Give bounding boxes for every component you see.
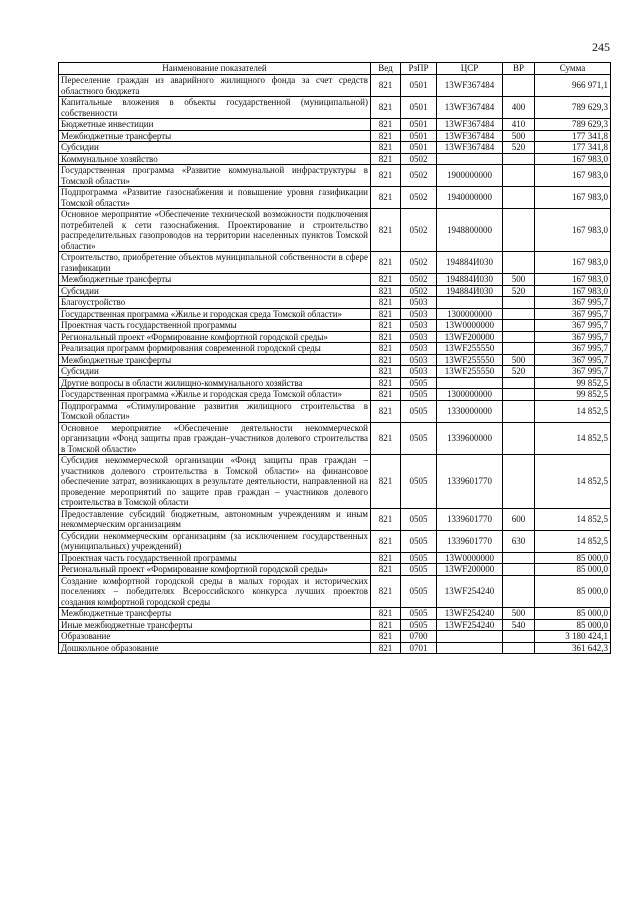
row-rzpr: 0503: [401, 366, 437, 378]
table-row: [59, 455, 611, 509]
row-vr: [503, 187, 535, 209]
row-ved: 821: [371, 97, 401, 119]
row-ved: 821: [371, 530, 401, 552]
row-ved: 821: [371, 285, 401, 297]
row-rzpr: 0505: [401, 608, 437, 620]
row-rzpr: 0505: [401, 400, 437, 422]
row-rzpr: 0502: [401, 165, 437, 187]
row-csr: 1900000000: [437, 165, 503, 187]
header-ved: Вед: [371, 63, 401, 75]
row-sum: 167 983,0: [535, 165, 611, 187]
table-row: [59, 377, 611, 389]
row-rzpr: 0505: [401, 575, 437, 608]
row-name: Субсидии: [59, 285, 371, 297]
row-sum: 14 852,5: [535, 400, 611, 422]
row-vr: 500: [503, 608, 535, 620]
row-rzpr: 0501: [401, 142, 437, 154]
row-csr: 13WF367484: [437, 130, 503, 142]
row-vr: [503, 389, 535, 401]
row-rzpr: 0505: [401, 552, 437, 564]
row-csr: 194884И030: [437, 274, 503, 286]
row-vr: [503, 165, 535, 187]
table-row: [59, 343, 611, 355]
table-row: [59, 354, 611, 366]
row-csr: 1948800000: [437, 209, 503, 252]
row-vr: [503, 331, 535, 343]
row-vr: [503, 297, 535, 309]
row-rzpr: 0501: [401, 75, 437, 97]
row-rzpr: 0502: [401, 187, 437, 209]
row-csr: [437, 631, 503, 643]
row-sum: 177 341,8: [535, 142, 611, 154]
row-csr: [437, 297, 503, 309]
row-rzpr: 0502: [401, 209, 437, 252]
row-csr: 1330000000: [437, 400, 503, 422]
row-csr: 13WF255550: [437, 366, 503, 378]
row-sum: 14 852,5: [535, 455, 611, 509]
row-csr: 13WF367484: [437, 142, 503, 154]
row-sum: 367 995,7: [535, 308, 611, 320]
row-name: Дошкольное образование: [59, 642, 371, 654]
table-row: [59, 209, 611, 252]
row-ved: 821: [371, 209, 401, 252]
table-row: [59, 308, 611, 320]
row-vr: 520: [503, 142, 535, 154]
row-ved: 821: [371, 297, 401, 309]
row-name: Межбюджетные трансферты: [59, 130, 371, 142]
row-name: Реализация программ формирования современной городской среды: [59, 343, 371, 355]
row-ved: 821: [371, 153, 401, 165]
row-name: Субсидии некоммерческим организациям (за исключением государственных (муниципальных) учреждений): [59, 530, 371, 552]
row-ved: 821: [371, 75, 401, 97]
row-vr: [503, 575, 535, 608]
row-vr: [503, 564, 535, 576]
row-vr: 500: [503, 274, 535, 286]
row-name: Субсидии: [59, 142, 371, 154]
row-vr: [503, 343, 535, 355]
table-row: [59, 187, 611, 209]
row-name: Государственная программа «Жилье и городская среда Томской области»: [59, 389, 371, 401]
row-name: Основное мероприятие «Обеспечение технической возможности подключения потребителей к сети газоснабжения. Проектирование и строительство распределительных газопроводов на территории населенных пунктов Томской области»: [59, 209, 371, 252]
row-sum: 167 983,0: [535, 187, 611, 209]
table-row: [59, 119, 611, 131]
row-ved: 821: [371, 252, 401, 274]
row-name: Капитальные вложения в объекты государственной (муниципальной) собственности: [59, 97, 371, 119]
row-rzpr: 0700: [401, 631, 437, 643]
table-row: [59, 642, 611, 654]
header-sum: Сумма: [535, 63, 611, 75]
table-row: [59, 389, 611, 401]
row-csr: 13WF255550: [437, 354, 503, 366]
page-number: 245: [592, 40, 610, 54]
row-rzpr: 0505: [401, 455, 437, 509]
row-name: Предоставление субсидий бюджетным, автономным учреждениям и иным некоммерческим организациям: [59, 508, 371, 530]
row-sum: 85 000,0: [535, 619, 611, 631]
row-ved: 821: [371, 575, 401, 608]
row-sum: 14 852,5: [535, 422, 611, 455]
row-sum: 167 983,0: [535, 252, 611, 274]
row-rzpr: 0503: [401, 320, 437, 332]
row-csr: 1339601770: [437, 508, 503, 530]
row-vr: 600: [503, 508, 535, 530]
row-rzpr: 0501: [401, 130, 437, 142]
table-body: [59, 75, 611, 654]
row-csr: 13W0000000: [437, 320, 503, 332]
row-csr: 13WF254240: [437, 608, 503, 620]
row-rzpr: 0503: [401, 297, 437, 309]
row-csr: 1300000000: [437, 389, 503, 401]
row-ved: 821: [371, 343, 401, 355]
row-rzpr: 0503: [401, 331, 437, 343]
row-name: Межбюджетные трансферты: [59, 354, 371, 366]
row-vr: [503, 320, 535, 332]
row-ved: 821: [371, 320, 401, 332]
row-csr: 13WF254240: [437, 619, 503, 631]
row-csr: 1940000000: [437, 187, 503, 209]
row-rzpr: 0505: [401, 377, 437, 389]
row-sum: 966 971,1: [535, 75, 611, 97]
row-sum: 177 341,8: [535, 130, 611, 142]
row-vr: 520: [503, 366, 535, 378]
row-ved: 821: [371, 377, 401, 389]
table-row: [59, 422, 611, 455]
row-ved: 821: [371, 422, 401, 455]
row-name: Государственная программа «Жилье и городская среда Томской области»: [59, 308, 371, 320]
table-row: [59, 508, 611, 530]
row-name: Иные межбюджетные трансферты: [59, 619, 371, 631]
row-vr: 520: [503, 285, 535, 297]
row-rzpr: 0503: [401, 354, 437, 366]
row-name: Подпрограмма «Стимулирование развития жилищного строительства в Томской области»: [59, 400, 371, 422]
row-sum: 367 995,7: [535, 354, 611, 366]
row-sum: 789 629,3: [535, 97, 611, 119]
row-name: Благоустройство: [59, 297, 371, 309]
row-sum: 99 852,5: [535, 389, 611, 401]
row-rzpr: 0502: [401, 285, 437, 297]
row-name: Основное мероприятие «Обеспечение деятельности некоммерческой организации «Фонд защиты прав граждан–участников долевого строительства в Томской области»: [59, 422, 371, 455]
row-vr: [503, 153, 535, 165]
row-ved: 821: [371, 274, 401, 286]
table-header-row: [59, 63, 611, 75]
row-ved: 821: [371, 608, 401, 620]
row-name: Межбюджетные трансферты: [59, 274, 371, 286]
row-vr: [503, 455, 535, 509]
row-rzpr: 0502: [401, 252, 437, 274]
row-vr: 410: [503, 119, 535, 131]
row-name: Региональный проект «Формирование комфортной городской среды»: [59, 331, 371, 343]
row-ved: 821: [371, 400, 401, 422]
row-rzpr: 0501: [401, 97, 437, 119]
row-vr: [503, 252, 535, 274]
row-name: Межбюджетные трансферты: [59, 608, 371, 620]
row-rzpr: 0505: [401, 422, 437, 455]
row-vr: 630: [503, 530, 535, 552]
row-sum: 167 983,0: [535, 274, 611, 286]
row-ved: 821: [371, 631, 401, 643]
table-row: [59, 608, 611, 620]
row-name: Субсидия некоммерческой организации «Фонд защиты прав граждан – участников долевого строительства в Томской области» на финансовое обеспечение затрат, возникающих в результате деятельности, направленной на проведение мероприятий по защите прав граждан – участников долевого строительства в Томской области: [59, 455, 371, 509]
row-ved: 821: [371, 642, 401, 654]
table-row: [59, 631, 611, 643]
row-vr: [503, 422, 535, 455]
table-row: [59, 75, 611, 97]
row-csr: 13WF367484: [437, 97, 503, 119]
row-vr: 400: [503, 97, 535, 119]
table-row: [59, 619, 611, 631]
table-row: [59, 130, 611, 142]
row-ved: 821: [371, 142, 401, 154]
header-vr: ВР: [503, 63, 535, 75]
row-rzpr: 0505: [401, 389, 437, 401]
table-row: [59, 331, 611, 343]
table-row: [59, 400, 611, 422]
row-sum: 85 000,0: [535, 564, 611, 576]
row-csr: 1339601770: [437, 455, 503, 509]
row-name: Другие вопросы в области жилищно-коммунального хозяйства: [59, 377, 371, 389]
header-rzpr: РзПР: [401, 63, 437, 75]
row-sum: 167 983,0: [535, 285, 611, 297]
row-csr: 1339601770: [437, 530, 503, 552]
row-csr: 13W0000000: [437, 552, 503, 564]
row-ved: 821: [371, 389, 401, 401]
row-csr: [437, 153, 503, 165]
row-name: Образование: [59, 631, 371, 643]
budget-table: [58, 62, 611, 654]
row-csr: 13WF254240: [437, 575, 503, 608]
row-name: Переселение граждан из аварийного жилищного фонда за счет средств областного бюджета: [59, 75, 371, 97]
row-csr: 1339600000: [437, 422, 503, 455]
row-rzpr: 0701: [401, 642, 437, 654]
row-vr: [503, 75, 535, 97]
row-csr: 194884И030: [437, 252, 503, 274]
row-vr: [503, 308, 535, 320]
table-row: [59, 97, 611, 119]
row-sum: 3 180 424,1: [535, 631, 611, 643]
row-rzpr: 0505: [401, 564, 437, 576]
table-row: [59, 153, 611, 165]
row-name: Строительство, приобретение объектов муниципальной собственности в сфере газификации: [59, 252, 371, 274]
table-row: [59, 285, 611, 297]
row-rzpr: 0503: [401, 343, 437, 355]
row-sum: 14 852,5: [535, 508, 611, 530]
row-sum: 85 000,0: [535, 552, 611, 564]
row-csr: [437, 642, 503, 654]
row-sum: 85 000,0: [535, 575, 611, 608]
row-ved: 821: [371, 331, 401, 343]
row-sum: 367 995,7: [535, 331, 611, 343]
row-ved: 821: [371, 508, 401, 530]
row-sum: 14 852,5: [535, 530, 611, 552]
header-name: Наименование показателей: [59, 63, 371, 75]
table-row: [59, 142, 611, 154]
row-ved: 821: [371, 187, 401, 209]
row-vr: [503, 400, 535, 422]
header-csr: ЦСР: [437, 63, 503, 75]
row-rzpr: 0502: [401, 153, 437, 165]
row-csr: 13WF200000: [437, 564, 503, 576]
row-sum: 361 642,3: [535, 642, 611, 654]
table-row: [59, 575, 611, 608]
row-ved: 821: [371, 308, 401, 320]
table-row: [59, 165, 611, 187]
row-name: Создание комфортной городской среды в малых городах и исторических поселениях – победителях Всероссийского конкурса лучших проектов создания комфортной городской среды: [59, 575, 371, 608]
row-sum: 85 000,0: [535, 608, 611, 620]
table-row: [59, 274, 611, 286]
row-rzpr: 0505: [401, 530, 437, 552]
table-row: [59, 530, 611, 552]
row-csr: 1300000000: [437, 308, 503, 320]
row-vr: [503, 209, 535, 252]
row-ved: 821: [371, 366, 401, 378]
row-sum: 367 995,7: [535, 366, 611, 378]
row-csr: 13WF255550: [437, 343, 503, 355]
table-row: [59, 366, 611, 378]
row-csr: 13WF367484: [437, 75, 503, 97]
row-name: Субсидии: [59, 366, 371, 378]
row-name: Бюджетные инвестиции: [59, 119, 371, 131]
row-sum: 99 852,5: [535, 377, 611, 389]
row-rzpr: 0503: [401, 308, 437, 320]
row-csr: 13WF367484: [437, 119, 503, 131]
row-vr: [503, 642, 535, 654]
row-csr: [437, 377, 503, 389]
row-name: Коммунальное хозяйство: [59, 153, 371, 165]
row-ved: 821: [371, 552, 401, 564]
row-name: Государственная программа «Развитие коммунальной инфраструктуры в Томской области»: [59, 165, 371, 187]
row-sum: 367 995,7: [535, 320, 611, 332]
row-sum: 167 983,0: [535, 153, 611, 165]
row-sum: 789 629,3: [535, 119, 611, 131]
table-row: [59, 552, 611, 564]
row-name: Проектная часть государственной программы: [59, 552, 371, 564]
row-ved: 821: [371, 619, 401, 631]
row-ved: 821: [371, 165, 401, 187]
row-sum: 367 995,7: [535, 343, 611, 355]
row-ved: 821: [371, 564, 401, 576]
row-rzpr: 0501: [401, 119, 437, 131]
row-sum: 167 983,0: [535, 209, 611, 252]
row-vr: 500: [503, 130, 535, 142]
table-row: [59, 320, 611, 332]
table-row: [59, 297, 611, 309]
row-ved: 821: [371, 130, 401, 142]
row-name: Подпрограмма «Развитие газоснабжения и повышение уровня газификации Томской области»: [59, 187, 371, 209]
row-vr: 540: [503, 619, 535, 631]
table-row: [59, 564, 611, 576]
row-csr: 194884И030: [437, 285, 503, 297]
row-rzpr: 0502: [401, 274, 437, 286]
row-vr: [503, 377, 535, 389]
row-ved: 821: [371, 354, 401, 366]
table-row: [59, 252, 611, 274]
row-ved: 821: [371, 119, 401, 131]
row-vr: [503, 552, 535, 564]
row-csr: 13WF200000: [437, 331, 503, 343]
row-rzpr: 0505: [401, 619, 437, 631]
row-vr: [503, 631, 535, 643]
row-rzpr: 0505: [401, 508, 437, 530]
row-ved: 821: [371, 455, 401, 509]
row-vr: 500: [503, 354, 535, 366]
row-sum: 367 995,7: [535, 297, 611, 309]
row-name: Проектная часть государственной программы: [59, 320, 371, 332]
row-name: Региональный проект «Формирование комфортной городской среды»: [59, 564, 371, 576]
